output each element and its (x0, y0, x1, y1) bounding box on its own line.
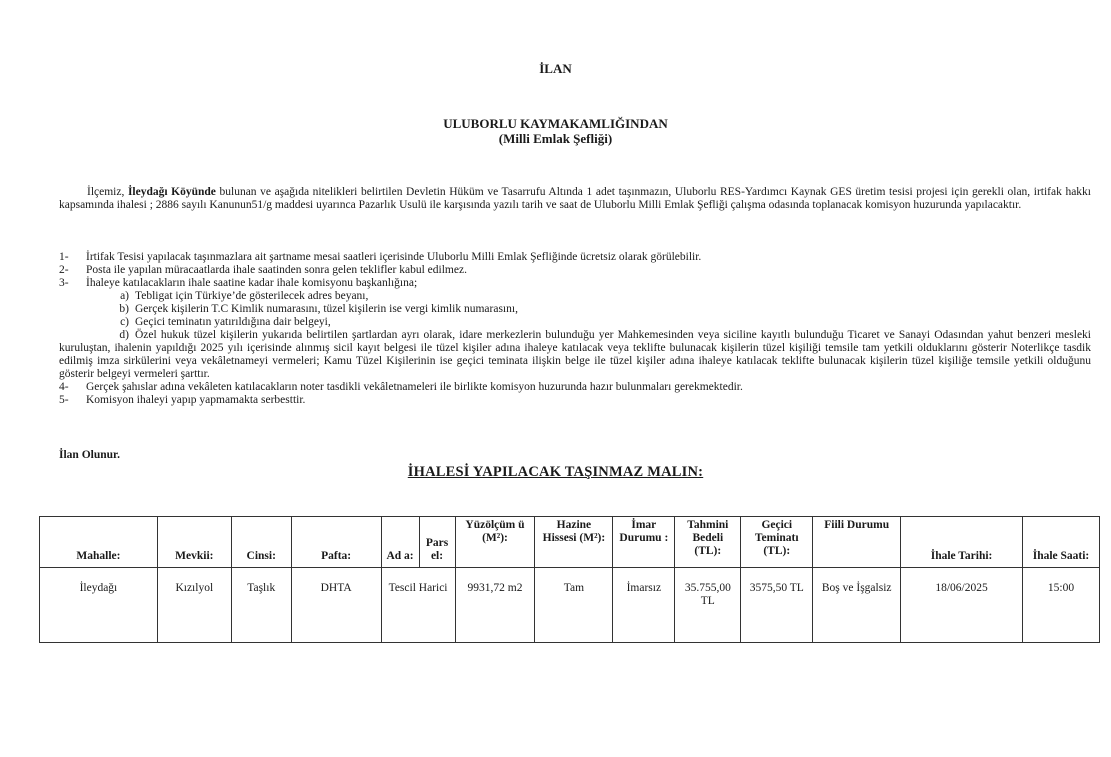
header-cinsi: Cinsi: (231, 517, 291, 568)
sub-item-letter: a) (120, 290, 129, 302)
header-ada: Ad a: (381, 517, 419, 568)
closing-statement: İlan Olunur. (59, 449, 120, 461)
cell-tarih: 18/06/2025 (901, 568, 1023, 643)
cell-mahalle: İleydağı (40, 568, 158, 643)
list-item (59, 277, 1091, 290)
sub-item (59, 290, 1091, 303)
header-mevkii: Mevkii: (157, 517, 231, 568)
cell-pafta: DHTA (291, 568, 381, 643)
intro-text-2: bulunan ve aşağıda nitelikleri belirtilen Devletin Hüküm ve Tasarrufu Altında 1 adet taşınmazın, Uluborlu RES-Yardımcı Kaynak GES üretim tesisi projesi için gerekli olan, irtifak hakkı kapsamında ihalesi ; 2886 sayılı Kanunun51/g maddesi uyarınca Pazarlık Usulü ile karşısında yazılı tarih ve saat de Uluborlu Milli Emlak Şefliği çalışma odasında toplanacak komisyon huzurunda yapılacaktır. (59, 186, 1092, 211)
header-mahalle: Mahalle: (40, 517, 158, 568)
intro-text-1: İlçemiz, (87, 186, 128, 198)
office-subtitle: (Milli Emlak Şefliği) (498, 131, 613, 146)
item-text: Gerçek şahıslar adına vekâleten katılacakların noter tasdikli vekâletnameleri ile birlikte komisyon huzurunda hazır bulunmaları gerekmektedir. (86, 381, 743, 393)
cell-ada-parsel: Tescil Harici (381, 568, 455, 643)
sub-item-text: Gerçek kişilerin T.C Kimlik numarasını, tüzel kişilerin ise vergi kimlik numarasını, (135, 303, 518, 315)
header-gecici: Geçici Teminatı (TL): (741, 517, 813, 568)
office-title: ULUBORLU KAYMAKAMLIĞINDAN (443, 116, 668, 131)
header-imar: İmar Durumu : (613, 517, 675, 568)
list-item (59, 264, 1091, 277)
cell-mevkii: Kızılyol (157, 568, 231, 643)
sub-item (59, 303, 1091, 316)
list-item (59, 251, 1091, 264)
cell-hazine: Tam (535, 568, 613, 643)
cell-yuzolcum: 9931,72 m2 (455, 568, 535, 643)
cell-saat: 15:00 (1022, 568, 1099, 643)
notice-title: İLAN (539, 61, 572, 76)
list-item (59, 381, 1091, 394)
sub-item-d (59, 329, 1091, 381)
sub-item-letter: c) (120, 316, 129, 328)
header-fiili: Fiili Durumu (813, 517, 901, 568)
item-text: Komisyon ihaleyi yapıp yapmamakta serbesttir. (86, 394, 306, 406)
item-number: 3- (59, 277, 69, 289)
header-pafta: Pafta: (291, 517, 381, 568)
cell-imar: İmarsız (613, 568, 675, 643)
sub-item-letter: b) (119, 303, 129, 315)
header-saat: İhale Saati: (1022, 517, 1099, 568)
list-item (59, 394, 1091, 407)
item-number: 4- (59, 381, 69, 393)
header-tahmini: Tahmini Bedeli (TL): (675, 517, 741, 568)
intro-village-name: İleydağı Köyünde (127, 186, 216, 198)
header-hazine: Hazine Hissesi (M²): (535, 517, 613, 568)
cell-tahmini: 35.755,00 TL (675, 568, 741, 643)
conditions-list (59, 251, 1091, 407)
item-number: 2- (59, 264, 69, 276)
item-number: 1- (59, 251, 69, 263)
table-header-row (40, 517, 1100, 568)
item-text: Posta ile yapılan müracaatlarda ihale saatinden sonra gelen teklifler kabul edilmez. (86, 264, 467, 276)
item-text: İrtifak Tesisi yapılacak taşınmazlara ait şartname mesai saatleri içerisinde Uluborlu Milli Emlak Şefliğinde ücretsiz olarak görülebilir. (86, 251, 702, 263)
header-yuzolcum: Yüzölçüm ü (M²): (455, 517, 535, 568)
intro-paragraph (59, 186, 1091, 212)
sub-item-d-letter: d) (119, 329, 129, 341)
table-row (40, 568, 1100, 643)
item-text: İhaleye katılacakların ihale saatine kadar ihale komisyonu başkanlığına; (86, 277, 418, 289)
item-number: 5- (59, 394, 69, 406)
sub-item-text: Tebligat için Türkiye’de gösterilecek adres beyanı, (135, 290, 369, 302)
cell-gecici: 3575,50 TL (741, 568, 813, 643)
sub-item-letter (59, 329, 135, 341)
property-table (39, 516, 1100, 643)
sub-item-text: Özel hukuk tüzel kişilerin yukarıda belirtilen şartlardan ayrı olarak, idare merkezlerin bulunduğu yer Mahkemesinden veya siciline kayıtlı bulunduğu Ticaret ve Sanayi Odasından yahut benzeri mesleki kuruluştan, ihalenin yapıldığı 2025 yılı içerisinde alınmış sicil kayıt belgesi ile tüzel kişiler adına ihaleye katılacak veya teklifte bulunacak kişilerin tüzel kişiliği temsile tam yetkili olduklarını gösterir Noterlikçe tasdik edilmiş imza sirkülerini veya vekâletnameyi vermeleri; Kamu Tüzel Kişilerinin ise geçici teminata ilişkin belge ile tüzel kişiler adına ihaleye katılacak teklifte bulunacak kişilerin tüzel kişiliğe temsile yetkili olduğunu gösterir belgeyi vermeleri şarttır. (59, 329, 1091, 380)
cell-fiili: Boş ve İşgalsiz (813, 568, 901, 643)
sub-item (59, 316, 1091, 329)
header-tarih: İhale Tarihi: (901, 517, 1023, 568)
header-parsel: Pars el: (419, 517, 455, 568)
table-title: İHALESİ YAPILACAK TAŞINMAZ MALIN: (407, 464, 704, 480)
cell-cinsi: Taşlık (231, 568, 291, 643)
sub-item-text: Geçici teminatın yatırıldığına dair belgeyi, (135, 316, 331, 328)
